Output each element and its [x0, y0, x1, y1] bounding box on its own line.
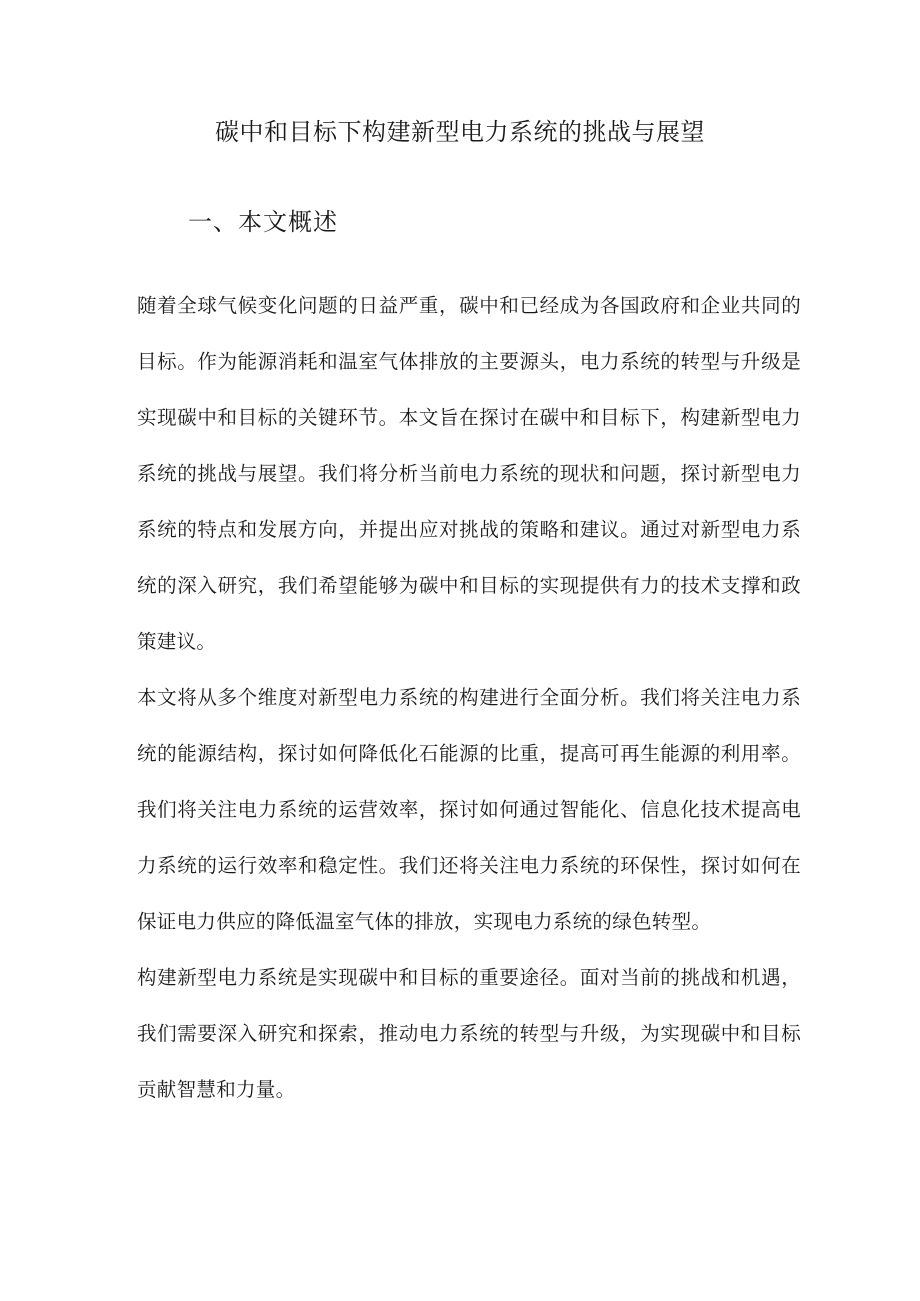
- body-text: [137, 278, 801, 1118]
- paragraph-1: 随着全球气候变化问题的日益严重，碳中和已经成为各国政府和企业共同的目标。作为能源消耗和温室气体排放的主要源头，电力系统的转型与升级是实现碳中和目标的关键环节。本文旨在探讨在碳中和目标下，构建新型电力系统的挑战与展望。我们将分析当前电力系统的现状和问题，探讨新型电力系统的特点和发展方向，并提出应对挑战的策略和建议。通过对新型电力系统的深入研究，我们希望能够为碳中和目标的实现提供有力的技术支撑和政策建议。: [137, 294, 801, 653]
- section-heading: 一、本文概述: [188, 208, 338, 236]
- paragraph-2: 本文将从多个维度对新型电力系统的构建进行全面分析。我们将关注电力系统的能源结构，探讨如何降低化石能源的比重，提高可再生能源的利用率。我们将关注电力系统的运营效率，探讨如何通过智能化、信息化技术提高电力系统的运行效率和稳定性。我们还将关注电力系统的环保性，探讨如何在保证电力供应的降低温室气体的排放，实现电力系统的绿色转型。: [137, 686, 801, 933]
- paragraph-3: 构建新型电力系统是实现碳中和目标的重要途径。面对当前的挑战和机遇，我们需要深入研究和探索，推动电力系统的转型与升级，为实现碳中和目标贡献智慧和力量。: [137, 966, 801, 1101]
- document-title: 碳中和目标下构建新型电力系统的挑战与展望: [215, 118, 705, 146]
